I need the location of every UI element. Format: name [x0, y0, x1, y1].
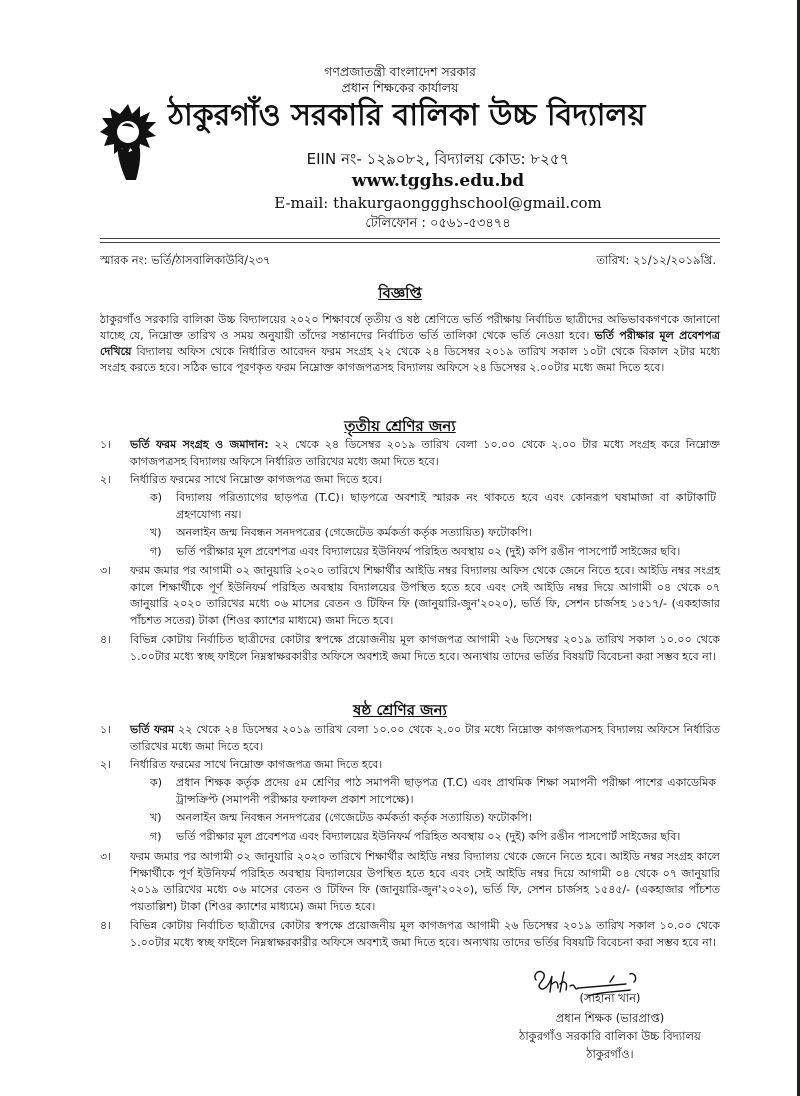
sub-marker: গ) — [150, 830, 162, 843]
website-link[interactable]: www.tgghs.edu.bd — [351, 171, 525, 191]
class6-heading: ষষ্ঠ শ্রেণির জন্য — [353, 701, 447, 719]
list-item: ভর্তি ফরম সংগ্রহ ও জমাদান: ২২ থেকে ২৪ ডিসেম্বর ২০১৯ তারিখ বেলা ১০.০০ থেকে ২.০০ টার মধ্যে সংগ্রহ করে নিম্নোক্ত কাগজপত্রসহ বিদ্যালয় অফিসে নির্ধারিত তারিখের মধ্যে জমা দিতে হবে। — [130, 438, 720, 468]
class3-heading: তৃতীয় শ্রেণির জন্য — [344, 417, 456, 435]
email-address[interactable]: E-mail: thakurgaonggghschool@gmail.com — [274, 194, 602, 212]
office-line: প্রধান শিক্ষকের কার্যালয় — [341, 80, 459, 95]
intro-emphasis: ভর্তি পরীক্ষার মূল প্রবেশপত্র দেখিয়ে — [100, 329, 720, 358]
sub-marker: ক) — [150, 491, 162, 504]
list-item: নির্ধারিত ফরমের সাথে নিম্নোক্ত কাগজপত্র জমা দিতে হবে। — [130, 758, 383, 771]
sub-item: অনলাইন জন্ম নিবন্ধন সনদপত্রের (গেজেটেড কর্মকর্তা কর্তৃক সত্যায়িত) ফটোকপি। — [176, 811, 532, 824]
government-line: গণপ্রজাতন্ত্রী বাংলাদেশ সরকার — [324, 64, 476, 79]
list-number: ৩। — [100, 564, 112, 577]
signatory-designation: প্রধান শিক্ষক (ভারপ্রাপ্ত) — [555, 1011, 665, 1025]
list-item: নির্ধারিত ফরমের সাথে নিম্নোক্ত কাগজপত্র জমা দিতে হবে। — [130, 473, 383, 486]
telephone: টেলিফোন : ০৫৬১-৫৩৪৭৪ — [365, 216, 511, 231]
notice-intro: ঠাকুরগাঁও সরকারি বালিকা উচ্চ বিদ্যালয়ের ২০২০ শিক্ষাবর্ষে তৃতীয় ও ষষ্ঠ শ্রেণিতে ভর্তি পরীক্ষায় নির্বাচিত ছাত্রীদের অভিভাবকগণকে জানানো যাচ্ছে যে, নিম্নোক্ত তারিখ ও সময় অনুযায়ী তাঁদের সন্তানদের নির্বাচিত ভর্তি তালিকা থেকে ভর্তি নেওয়া হবে। ভর্তি পরীক্ষার মূল প্রবেশপত্র দেখিয়ে বিদ্যালয় অফিস থেকে নির্ধারিত আবেদন ফরম সংগ্রহ ২২ থেকে ২৪ ডিসেম্বর ২০১৯ তারিখ সকাল ১০টা থেকে বিকাল ২টার মধ্যে সংগ্রহ করতে হবে। সঠিক ভাবে পূরণকৃত ফরম নিম্নোক্ত কাগজপত্রসহ বিদ্যালয় অফিসে ২৪ ডিসেম্বর ২.০০টার মধ্যে জমা দিতে হবে। — [100, 313, 720, 374]
sub-item: ভর্তি পরীক্ষার মূল প্রবেশপত্র এবং বিদ্যালয়ের ইউনিফর্ম পরিহিত অবস্থায় ০২ (দুই) কপি রঙীন পাসপোর্ট সাইজের ছবি। — [176, 545, 681, 558]
sub-marker: ক) — [150, 776, 162, 789]
list-number: ৪। — [100, 919, 112, 932]
school-name: ঠাকুরগাঁও সরকারি বালিকা উচ্চ বিদ্যালয় — [168, 98, 646, 133]
list-number: ১। — [100, 723, 112, 736]
list-item: ভর্তি ফরম ২২ থেকে ২৪ ডিসেম্বর ২০১৯ তারিখ বেলা ১০.০০ থেকে ২.০০ টার মধ্যে নিম্নোক্ত কাগজপত্রসহ বিদ্যালয় অফিসে নির্ধারিত তারিখের মধ্যে জমা দিতে হবে। — [130, 723, 720, 753]
header-divider-bottom — [100, 242, 720, 243]
notice-date: তারিখ: ২১/১২/২০১৯খ্রি. — [596, 253, 716, 267]
header-divider-top — [100, 238, 720, 239]
list-number: ২। — [100, 758, 112, 771]
list-number: ৪। — [100, 633, 112, 646]
school-emblem-icon — [96, 100, 160, 184]
sub-item: প্রধান শিক্ষক কর্তৃক প্রদেয় ৫ম শ্রেণির পাঠ সমাপনী ছাড়পত্র (T.C) এবং প্রাথমিক শিক্ষা সমাপনী পরীক্ষা পাশের একাডেমিক ট্রান্সক্রিপ্ট (সমাপনী পরীক্ষার ফলাফল প্রকাশ সাপেক্ষে)। — [176, 776, 716, 806]
list-item: ফরম জমার পর আগামী ০২ জানুয়ারি ২০২০ তারিখে শিক্ষার্থীর আইডি নম্বর বিদ্যালয় থেকে জেনে নিতে হবে। আইডি নম্বর সংগ্রহ কালে শিক্ষার্থীকে পূর্ণ ইউনিফর্ম পরিহিত অবস্থায় বিদ্যালয়ের উপস্থিত হতে হবে এবং সেই আইডি নম্বর দিয়ে আগামী ০৪ থেকে ০৭ জানুয়ারি ২০১৯ তারিখের মধ্যে ০৬ মাসের বেতন ও টিফিন ফি (জানুয়ারি-জুন'২০২০), ভর্তি ফি, সেশন চার্জসহ ১৫৪৫/- (একহাজার পাঁচশত পয়তাল্লিশ) টাকা (শিওর ক্যাশের মাধ্যমে) জমা দিতে হবে। — [130, 850, 720, 913]
notice-title: বিজ্ঞপ্তি — [378, 284, 422, 302]
list-item: বিভিন্ন কোটায় নির্বাচিত ছাত্রীদের কোটার স্বপক্ষে প্রয়োজনীয় মূল কাগজপত্র আগামী ২৬ ডিসেম্বর ২০১৯ তারিখ সকাল ১০.০০ থেকে ১.০০টার মধ্যে স্বচ্ছ ফাইলে নিম্নস্বাক্ষরকারীর অফিসে অবশ্যই জমা দিতে হবে। অন্যথায় তাদের ভর্তির বিষয়টি বিবেচনা করা সম্ভব হবে না। — [130, 633, 720, 663]
list-number: ৩। — [100, 850, 112, 863]
sub-item: বিদ্যালয় পরিত্যাগের ছাড়পত্র (T.C)। ছাড়পত্রে অবশ্যই স্মারক নং থাকতে হবে এবং কোনরূপ ঘষামাজা বা কাটাকাটি গ্রহণযোগ্য নয়। — [176, 491, 716, 521]
list-number: ১। — [100, 438, 112, 451]
sub-marker: গ) — [150, 545, 162, 558]
signatory-place: ঠাকুরগাঁও। — [586, 1047, 634, 1061]
reference-number: স্মারক নং: ভর্তি/ঠাসবালিকাউবি/২৩৭ — [100, 253, 271, 267]
sub-marker: খ) — [150, 811, 162, 824]
sub-marker: খ) — [150, 526, 162, 539]
sub-item: ভর্তি পরীক্ষার মূল প্রবেশপত্র এবং বিদ্যালয়ের ইউনিফর্ম পরিহিত অবস্থায় ০২ (দুই) কপি রঙীন পাসপোর্ট সাইজের ছবি। — [176, 830, 681, 843]
eiin-code: EIIN নং- ১২৯০৮২, বিদ্যালয় কোড: ৮২৫৭ — [306, 150, 570, 168]
list-item: ফরম জমার পর আগামী ০২ জানুয়ারি ২০২০ তারিখে শিক্ষার্থীর আইডি নম্বর বিদ্যালয় অফিস থেকে জেনে নিতে হবে। আইডি নম্বর সংগ্রহ কালে শিক্ষার্থীকে পূর্ণ ইউনিফর্ম পরিহিত অবস্থায় বিদ্যালয়ের উপস্থিত হতে হবে এবং সেই আইডি নম্বর দিয়ে আগামী ০৪ থেকে ০৭ জানুয়ারি ২০২০ তারিখের মধ্যে ০৬ মাসের বেতন ও টিফিন ফি (জানুয়ারি-জুন'২০২০), ভর্তি ফি, সেশন চার্জসহ ১৫১৭/- (একহাজার পাঁচশত সতের) টাকা (শিওর ক্যাশের মাধ্যমে) জমা দিতে হবে। — [130, 564, 720, 627]
signatory-school: ঠাকুরগাঁও সরকারি বালিকা উচ্চ বিদ্যালয় — [519, 1029, 701, 1043]
list-number: ২। — [100, 473, 112, 486]
list-item: বিভিন্ন কোটায় নির্বাচিত ছাত্রীদের কোটার স্বপক্ষে প্রয়োজনীয় মূল কাগজপত্র আগামী ২৬ ডিসেম্বর ২০১৯ তারিখ সকাল ১০.০০ থেকে ১.০০টার মধ্যে স্বচ্ছ ফাইলে নিম্নস্বাক্ষরকারীর অফিসে অবশ্যই জমা দিতে হবে। অন্যথায় তাদের ভর্তির বিষয়টি বিবেচনা করা সম্ভব হবে না। — [130, 919, 720, 949]
sub-item: অনলাইন জন্ম নিবন্ধন সনদপত্রের (গেজেটেড কর্মকর্তা কর্তৃক সত্যায়িত) ফটোকপি। — [176, 526, 532, 539]
signatory-name: (সাহানা খান) — [579, 991, 641, 1005]
